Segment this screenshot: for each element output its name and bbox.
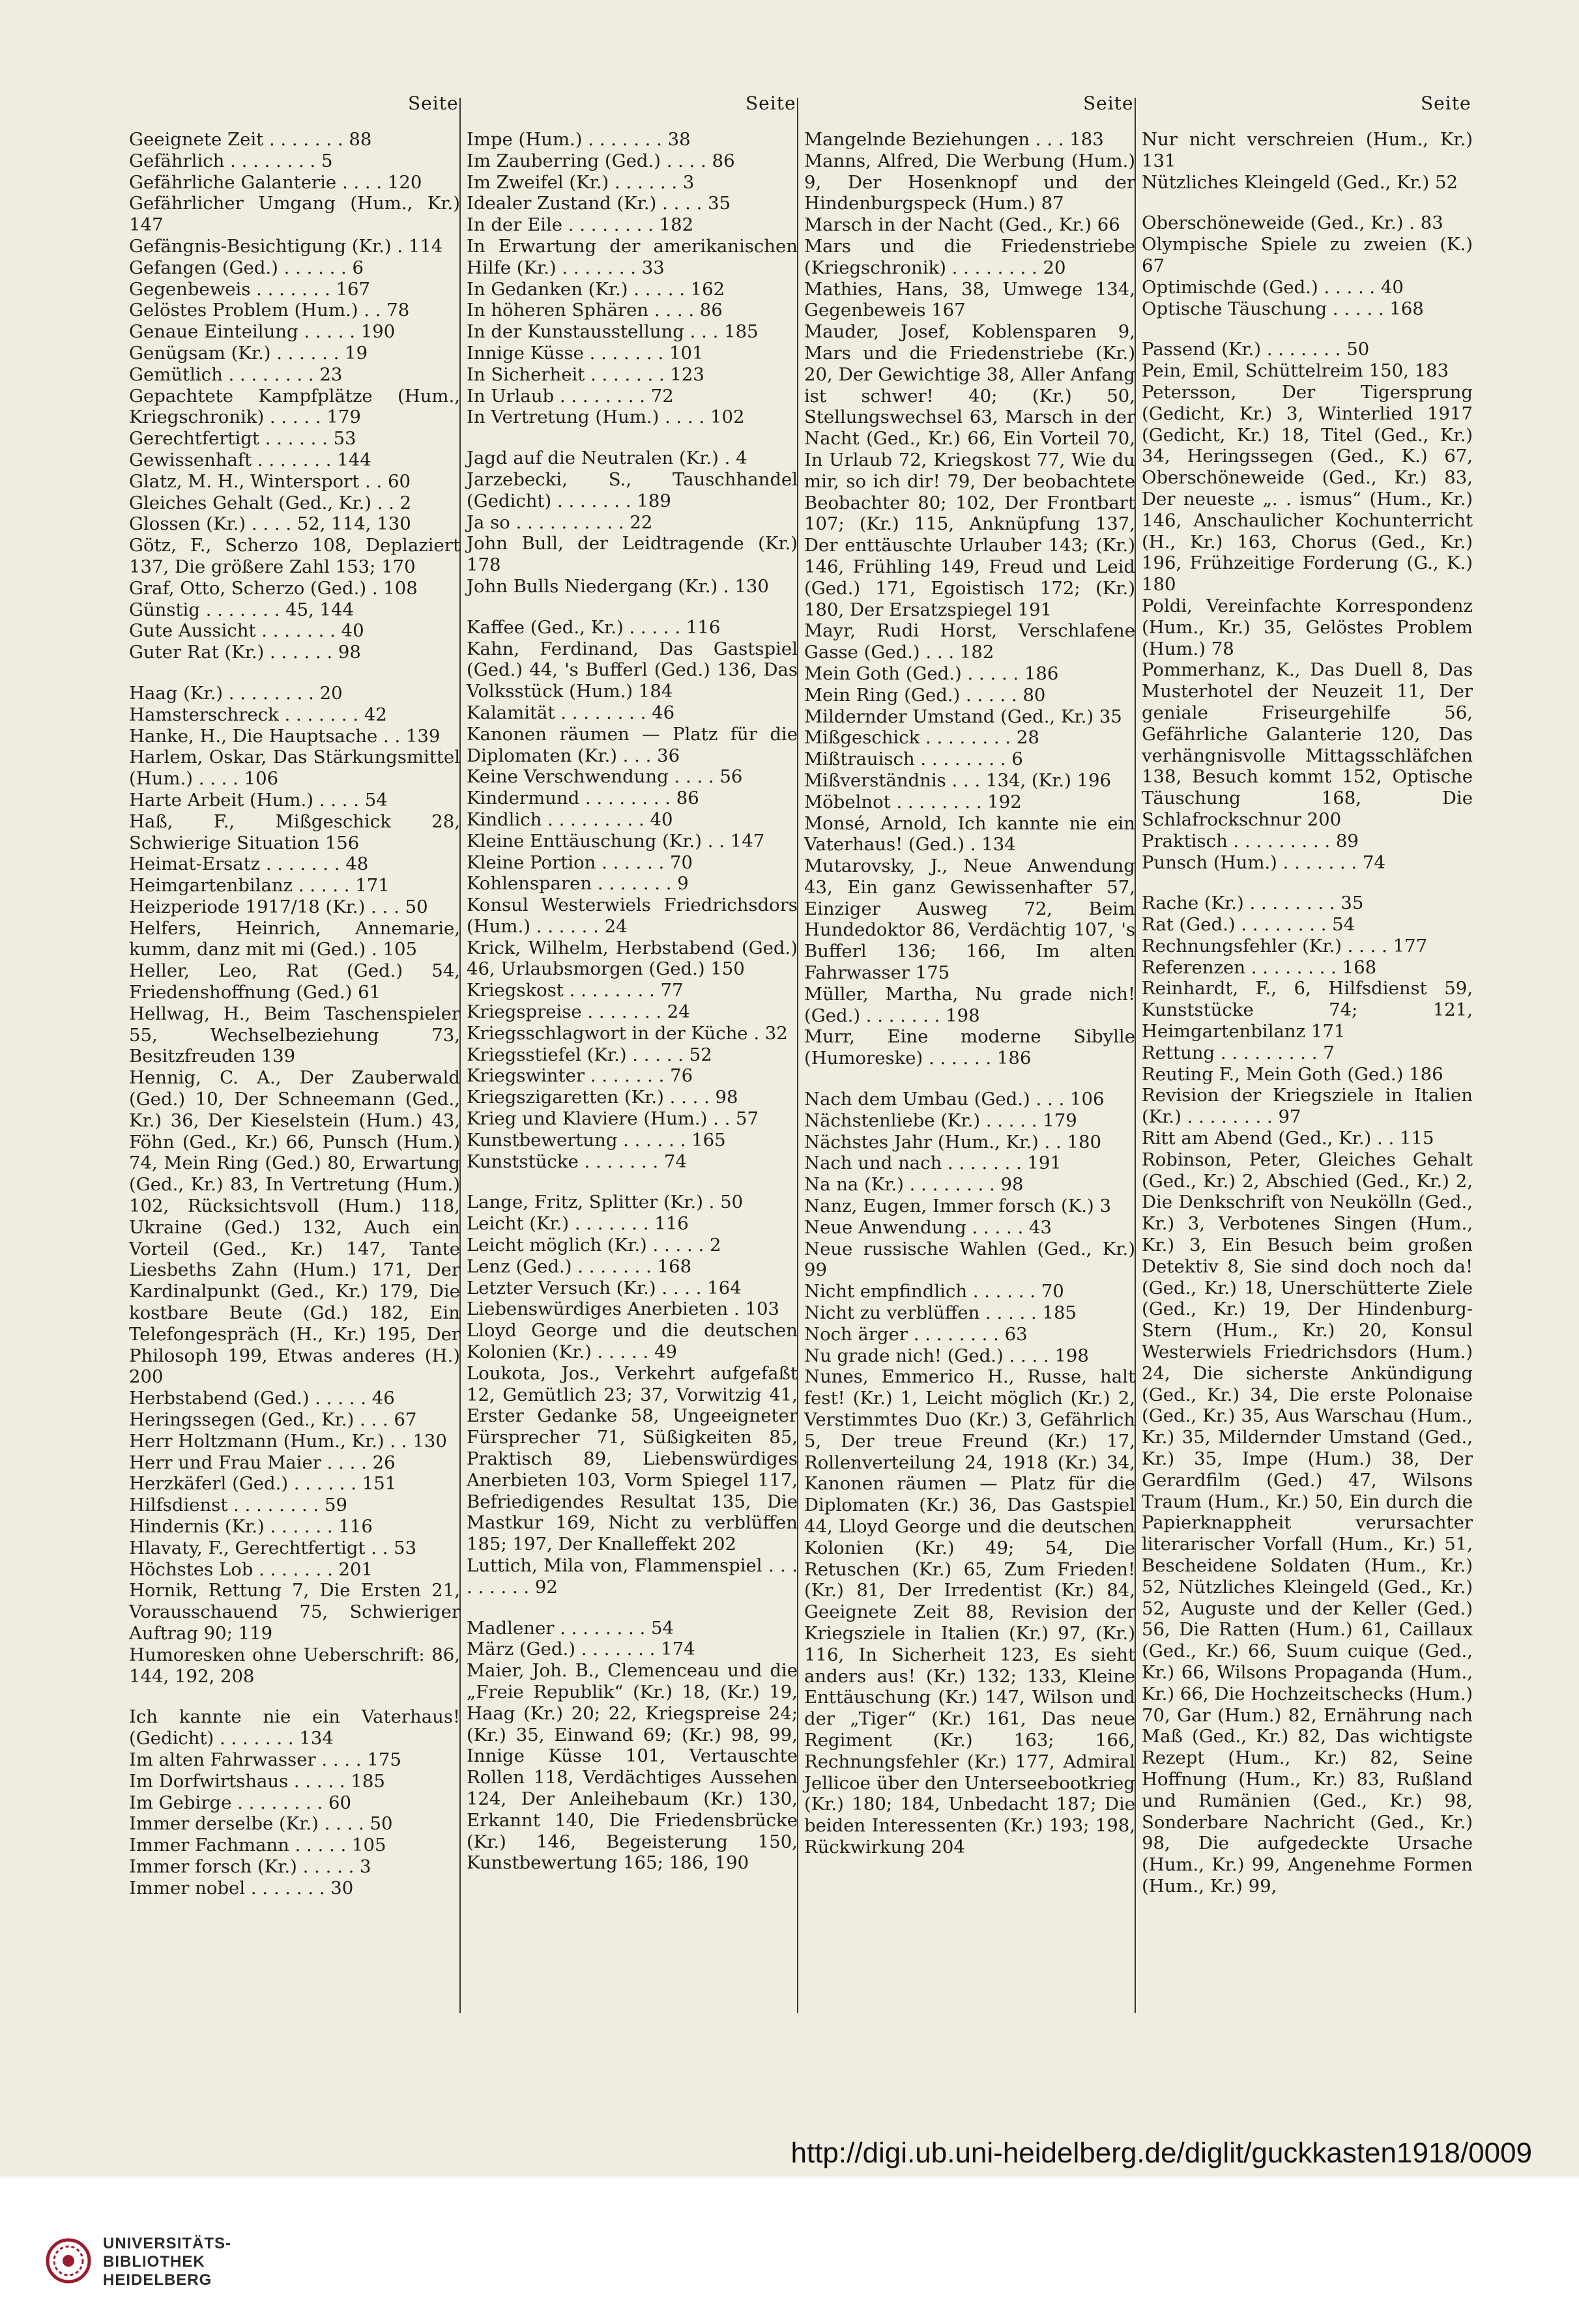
index-entry: Mißtrauisch . . . . . . . . 6 — [804, 749, 1023, 770]
index-entry: Mein Ring (Ged.) . . . . . 80 — [804, 684, 1046, 706]
index-entry: Nützliches Kleingeld (Ged., Kr.) 52 — [1142, 171, 1458, 193]
index-entry: Reinhardt, F., 6, Hilfsdienst 59, Kunststücke 74; 121, Heimgartenbilanz 171 — [1142, 978, 1473, 1042]
entry-gap — [129, 663, 460, 683]
index-entry: Kleine Portion . . . . . . 70 — [467, 852, 693, 873]
university-seal-icon — [46, 2238, 91, 2284]
index-entry: Heimat-Ersatz . . . . . . . 48 — [129, 854, 369, 875]
index-entry: Im Zweifel (Kr.) . . . . . . 3 — [467, 171, 695, 193]
index-entry: Heller, Leo, Rat (Ged.) 54, Friedenshoffnung (Ged.) 61 — [129, 960, 460, 1003]
index-entry: Hindernis (Kr.) . . . . . . 116 — [129, 1516, 373, 1537]
index-entry: Kriegspreise . . . . . . . 24 — [467, 1001, 690, 1023]
index-entry: Nach und nach . . . . . . . 191 — [804, 1153, 1062, 1174]
index-entry: Herbstabend (Ged.) . . . . . 46 — [129, 1388, 395, 1409]
logo-line: UNIVERSITÄTS- — [103, 2235, 232, 2252]
index-entry: Jagd auf die Neutralen (Kr.) . 4 — [467, 448, 747, 469]
index-entry: Nächstenliebe (Kr.) . . . . . 179 — [804, 1110, 1077, 1131]
index-entry: Na na (Kr.) . . . . . . . . 98 — [804, 1174, 1024, 1196]
entry-gap — [467, 597, 798, 617]
index-entry: Referenzen . . . . . . . . 168 — [1142, 956, 1377, 978]
index-entry: Mißgeschick . . . . . . . . 28 — [804, 727, 1039, 749]
index-entry: Kunststücke . . . . . . . 74 — [467, 1151, 687, 1172]
index-entry: Genügsam (Kr.) . . . . . . 19 — [129, 342, 368, 364]
index-entry: Nanz, Eugen, Immer forsch (K.) 3 — [804, 1196, 1112, 1217]
index-entry: Götz, F., Scherzo 108, Deplaziert 137, Die größere Zahl 153; 170 — [129, 535, 460, 577]
index-entry: Ja so . . . . . . . . . . 22 — [467, 511, 653, 533]
index-entry: Hornik, Rettung 7, Die Ersten 21, Vorausschauend 75, Schwieriger Auftrag 90; 119 — [129, 1580, 460, 1644]
index-entry: Revision der Kriegsziele in Italien (Kr.) . . . . . . . . 97 — [1142, 1085, 1473, 1128]
index-entry: Oberschöneweide (Ged., Kr.) . 83 — [1142, 212, 1443, 234]
index-entry: Genaue Einteilung . . . . . 190 — [129, 321, 396, 343]
index-entry: Madlener . . . . . . . . 54 — [467, 1617, 674, 1639]
index-entry: Liebenswürdiges Anerbieten . 103 — [467, 1298, 779, 1320]
index-entry: Impe (Hum.) . . . . . . . 38 — [467, 129, 691, 150]
entry-gap — [467, 1172, 798, 1192]
entry-gap — [467, 428, 798, 448]
logo-line: HEIDELBERG — [103, 2271, 212, 2289]
index-entry: Im Gebirge . . . . . . . . 60 — [129, 1792, 351, 1813]
index-entry: Kriegsschlagwort in der Küche . 32 — [467, 1022, 788, 1044]
index-entry: Möbelnot . . . . . . . . 192 — [804, 791, 1022, 812]
page-header-seite-3: Seite — [1083, 93, 1134, 114]
index-entry: Mißverständnis . . . 134, (Kr.) 196 — [804, 769, 1112, 791]
index-entry: Heizperiode 1917/18 (Kr.) . . . 50 — [129, 896, 428, 917]
index-entry: Gerechtfertigt . . . . . . 53 — [129, 428, 356, 450]
index-entry: Optimischde (Ged.) . . . . . 40 — [1142, 276, 1404, 298]
index-entry: Haß, F., Mißgeschick 28, Schwierige Situation 156 — [129, 811, 460, 854]
index-entry: In Sicherheit . . . . . . . 123 — [467, 364, 704, 385]
index-entry: Hennig, C. A., Der Zauberwald (Ged.) 10, Der Schneemann (Ged., Kr.) 36, Der Kieselstein (Hum.) 43, Föhn (Ged., Kr.) 66, Punsch (Hum.) 74, Mein Ring (Ged.) 80, Erwartung (Ged., Kr.) 83, In Vertretung (Hum.) 102, Rücksichtsvoll (Hum.) 118, Ukraine (Ged.) 132, Auch ein Vorteil (Ged., Kr.) 147, Tante Liesbeths Zahn (Hum.) 171, Der Kardinalpunkt (Ged., Kr.) 179, Die kostbare Beute (Gd.) 182, Ein Telefongespräch (H., Kr.) 195, Der Philosoph 199, Etwas anderes (H.) 200 — [129, 1067, 460, 1388]
index-entry: Kriegskost . . . . . . . . 77 — [467, 980, 684, 1001]
index-column-4 — [1142, 129, 1473, 1897]
index-entry: Gefängnis-Besichtigung (Kr.) . 114 — [129, 235, 443, 257]
index-entry: Gleiches Gehalt (Ged., Kr.) . . 2 — [129, 492, 412, 513]
index-entry: Immer Fachmann . . . . . 105 — [129, 1835, 386, 1856]
index-entry: Glatz, M. H., Wintersport . . 60 — [129, 470, 411, 492]
index-entry: In Gedanken (Kr.) . . . . . 162 — [467, 278, 725, 300]
index-entry: Leicht möglich (Kr.) . . . . . 2 — [467, 1235, 721, 1256]
index-entry: Mathies, Hans, 38, Umwege 134, Gegenbeweis 167 — [804, 278, 1135, 321]
index-entry: Robinson, Peter, Gleiches Gehalt (Ged., Kr.) 2, Abschied (Ged., Kr.) 2, Die Denkschrift von Neukölln (Ged., Kr.) 3, Verbotenes Singen (Hum., Kr.) 3, Ein Besuch beim großen Detektiv 8, Sie sind doch noch da! (Ged., Kr.) 18, Unerschütterte Ziele (Ged., Kr.) 19, Der Hindenburg-Stern (Hum., Kr.) 20, Konsul Westerwiels Friedrichsdors (Hum.) 24, Die sicherste Ankündigung (Ged., Kr.) 34, Die erste Polonaise (Ged., Kr.) 35, Aus Warschau (Hum., Kr.) 35, Mildernder Umstand (Ged., Kr.) 35, Impe (Hum.) 38, Der Gerardfilm (Ged.) 47, Wilsons Traum (Hum., Kr.) 50, Ein durch die Papierknappheit verursachter literarischer Vorfall (Hum., Kr.) 51, Bescheidene Soldaten (Hum., Kr.) 52, Nützliches Kleingeld (Ged., Kr.) 52, Auguste und der Keller (Ged.) 56, Die Ratten (Hum.) 61, Caillaux (Ged., Kr.) 66, Suum cuique (Ged., Kr.) 66, Wilsons Propaganda (Hum., Kr.) 66, Die Hochzeitschecks (Hum.) 70, Gar (Hum.) 82, Ernährung nach Maß (Ged., Kr.) 82, Das wichtigste Rezept (Hum., Kr.) 82, Seine Hoffnung (Hum., Kr.) 83, Rußland und Rumänien (Ged., Kr.) 98, Sonderbare Nachricht (Ged., Kr.) 98, Die aufgedeckte Ursache (Hum., Kr.) 99, Angenehme Formen (Hum., Kr.) 99, — [1142, 1149, 1473, 1897]
index-entry: Höchstes Lob . . . . . . . 201 — [129, 1558, 373, 1580]
index-entry: Guter Rat (Kr.) . . . . . . 98 — [129, 642, 361, 663]
index-entry: Nächstes Jahr (Hum., Kr.) . . 180 — [804, 1131, 1101, 1153]
index-entry: Maier, Joh. B., Clemenceau und die „Freie Republik“ (Kr.) 18, (Kr.) 19, Haag (Kr.) 20; 22, Kriegspreise 24; (Kr.) 35, Einwand 69; (Kr.) 98, 99, Innige Küsse 101, Vertauschte Rollen 118, Verdächtiges Aussehen 124, Der Anleihebaum (Kr.) 130, Erkannt 140, Die Friedensbrücke (Kr.) 146, Begeisterung 150, Kunstbewertung 165; 186, 190 — [467, 1660, 798, 1874]
index-entry: Geeignete Zeit . . . . . . . 88 — [129, 129, 372, 150]
index-entry: Letzter Versuch (Kr.) . . . . 164 — [467, 1277, 742, 1298]
index-entry: Mangelnde Beziehungen . . . 183 — [804, 129, 1104, 150]
index-entry: Humoresken ohne Ueberschrift: 86, 144, 192, 208 — [129, 1644, 460, 1687]
index-entry: Herr und Frau Maier . . . . 26 — [129, 1452, 396, 1473]
entry-gap — [467, 1598, 798, 1618]
index-entry: Kaffee (Ged., Kr.) . . . . . 116 — [467, 616, 721, 638]
index-entry: Im alten Fahrwasser . . . . 175 — [129, 1749, 401, 1770]
index-entry: Krieg und Klaviere (Hum.) . . 57 — [467, 1108, 759, 1130]
library-logo-text — [103, 2235, 231, 2289]
entry-gap — [1142, 319, 1473, 339]
index-entry: Kahn, Ferdinand, Das Gastspiel (Ged.) 44, 's Bufferl (Ged.) 136, Das Volksstück (Hum.) 184 — [467, 638, 798, 702]
index-entry: Lenz (Ged.) . . . . . . . 168 — [467, 1255, 692, 1277]
index-entry: Hilfsdienst . . . . . . . . 59 — [129, 1495, 348, 1516]
index-entry: Kriegswinter . . . . . . . 76 — [467, 1065, 693, 1087]
index-entry: Optische Täuschung . . . . . 168 — [1142, 298, 1424, 319]
index-entry: Konsul Westerwiels Friedrichsdors (Hum.) . . . . . . 24 — [467, 895, 798, 937]
index-entry: Harte Arbeit (Hum.) . . . . 54 — [129, 789, 388, 811]
index-entry: März (Ged.) . . . . . . . 174 — [467, 1639, 695, 1660]
index-entry: Praktisch . . . . . . . . . 89 — [1142, 830, 1359, 852]
entry-gap — [1142, 193, 1473, 212]
index-entry: Rache (Kr.) . . . . . . . . 35 — [1142, 893, 1364, 914]
index-entry: Idealer Zustand (Kr.) . . . . 35 — [467, 193, 731, 214]
index-entry: Immer forsch (Kr.) . . . . . 3 — [129, 1856, 371, 1877]
index-entry: Neue russische Wahlen (Ged., Kr.) 99 — [804, 1238, 1135, 1281]
index-entry: Gefährliche Galanterie . . . . 120 — [129, 171, 422, 193]
index-entry: Graf, Otto, Scherzo (Ged.) . 108 — [129, 577, 418, 599]
index-entry: Mayr, Rudi Horst, Verschlafene Gasse (Ged.) . . . 182 — [804, 620, 1135, 663]
index-entry: Glossen (Kr.) . . . . 52, 114, 130 — [129, 513, 411, 535]
index-entry: Reuting F., Mein Goth (Ged.) 186 — [1142, 1063, 1443, 1085]
index-entry: Rechnungsfehler (Kr.) . . . . 177 — [1142, 935, 1428, 956]
index-entry: Nicht empfindlich . . . . . . 70 — [804, 1281, 1064, 1302]
index-entry: Manns, Alfred, Die Werbung (Hum.) 9, Der Hosenknopf und der Hindenburgspeck (Hum.) 87 — [804, 150, 1135, 214]
index-entry: Olympische Spiele zu zweien (K.) 67 — [1142, 234, 1473, 276]
index-entry: Innige Küsse . . . . . . . 101 — [467, 342, 704, 364]
index-entry: Poldi, Vereinfachte Korrespondenz (Hum., Kr.) 35, Gelöstes Problem (Hum.) 78 — [1142, 595, 1473, 659]
index-entry: Kunstbewertung . . . . . . 165 — [467, 1129, 726, 1151]
index-entry: Gefährlich . . . . . . . . 5 — [129, 150, 333, 171]
index-entry: Leicht (Kr.) . . . . . . . 116 — [467, 1213, 689, 1235]
index-entry: Monsé, Arnold, Ich kannte nie ein Vaterhaus! (Ged.) . 134 — [804, 812, 1135, 855]
index-entry: Günstig . . . . . . . 45, 144 — [129, 599, 355, 620]
index-entry: Pein, Emil, Schüttelreim 150, 183 — [1142, 360, 1449, 382]
index-entry: Marsch in der Nacht (Ged., Kr.) 66 — [804, 214, 1120, 236]
index-entry: Gewissenhaft . . . . . . . 144 — [129, 449, 371, 470]
index-entry: Gemütlich . . . . . . . . 23 — [129, 364, 343, 385]
index-entry: Kriegsstiefel (Kr.) . . . . . 52 — [467, 1044, 712, 1065]
page-header-seite-1: Seite — [408, 93, 459, 114]
index-entry: Lange, Fritz, Splitter (Kr.) . 50 — [467, 1192, 744, 1213]
index-entry: Noch ärger . . . . . . . . 63 — [804, 1323, 1028, 1345]
index-entry: Herr Holtzmann (Hum., Kr.) . . 130 — [129, 1430, 447, 1452]
index-entry: Gefährlicher Umgang (Hum., Kr.) 147 — [129, 193, 460, 236]
index-entry: Nu grade nich! (Ged.) . . . . 198 — [804, 1345, 1089, 1366]
index-entry: Kriegszigaretten (Kr.) . . . . 98 — [467, 1087, 738, 1108]
index-entry: Pommerhanz, K., Das Duell 8, Das Musterhotel der Neuzeit 11, Der geniale Friseurgehilfe 56, Gefährliche Galanterie 120, Das verhängnisvolle Mittagsschläfchen 138, Besuch kommt 152, Optische Täuschung 168, Die Schlafrockschnur 200 — [1142, 659, 1473, 830]
index-entry: Hamsterschreck . . . . . . . 42 — [129, 704, 387, 725]
index-entry: Neue Anwendung . . . . . 43 — [804, 1216, 1052, 1238]
index-entry: Im Dorfwirtshaus . . . . . 185 — [129, 1770, 385, 1792]
index-entry: Ich kannte nie ein Vaterhaus! (Gedicht) . . . . . . . 134 — [129, 1706, 460, 1749]
index-entry: In Urlaub . . . . . . . . 72 — [467, 385, 674, 407]
index-entry: Rat (Ged.) . . . . . . . . 54 — [1142, 914, 1355, 936]
logo-line: BIBLIOTHEK — [103, 2253, 205, 2271]
index-entry: John Bulls Niedergang (Kr.) . 130 — [467, 575, 769, 597]
index-entry: Gegenbeweis . . . . . . . 167 — [129, 278, 371, 300]
index-entry: Herzkäferl (Ged.) . . . . . . 151 — [129, 1473, 397, 1495]
index-entry: Nicht zu verblüffen . . . . . 185 — [804, 1302, 1077, 1324]
index-entry: Nach dem Umbau (Ged.) . . . 106 — [804, 1089, 1105, 1110]
index-entry: Krick, Wilhelm, Herbstabend (Ged.) 46, Urlaubsmorgen (Ged.) 150 — [467, 937, 798, 980]
index-entry: Gute Aussicht . . . . . . . 40 — [129, 620, 364, 642]
entry-gap — [129, 1687, 460, 1706]
page-header-seite-2: Seite — [746, 93, 796, 114]
index-entry: Heimgartenbilanz . . . . . 171 — [129, 875, 390, 897]
index-entry: Helfers, Heinrich, Annemarie, kumm, danz mit mi (Ged.) . 105 — [129, 917, 460, 960]
index-entry: Mein Goth (Ged.) . . . . . 186 — [804, 663, 1059, 684]
index-entry: Nur nicht verschreien (Hum., Kr.) 131 — [1142, 129, 1473, 171]
index-entry: Kalamität . . . . . . . . 46 — [467, 702, 675, 723]
index-entry: In der Eile . . . . . . . . 182 — [467, 214, 694, 236]
index-entry: Müller, Martha, Nu grade nich! (Ged.) . . . . . . . 198 — [804, 983, 1135, 1026]
index-entry: Kindermund . . . . . . . . 86 — [467, 788, 699, 809]
index-entry: Hlavaty, F., Gerechtfertigt . . 53 — [129, 1537, 417, 1558]
index-entry: Luttich, Mila von, Flammenspiel . . . . . . . . . 92 — [467, 1555, 798, 1598]
index-entry: Mars und die Friedenstriebe (Kriegschronik) . . . . . . . . 20 — [804, 235, 1135, 278]
index-entry: In Vertretung (Hum.) . . . . 102 — [467, 407, 745, 428]
index-entry: Immer nobel . . . . . . . 30 — [129, 1877, 354, 1899]
index-entry: Mauder, Josef, Koblensparen 9, Mars und die Friedenstriebe (Kr.) 20, Der Gewichtige 38, Aller Anfang ist schwer! 40; (Kr.) 50, Stellungswechsel 63, Marsch in der Nacht (Ged., Kr.) 66, Ein Vorteil 70, In Urlaub 72, Kriegskost 77, Wie du mir, so ich dir! 79, Der beobachtete Beobachter 80; 102, Der Frontbart 107; (Kr.) 115, Anknüpfung 137, Der enttäuschte Urlauber 143; (Kr.) 146, Frühling 149, Freud und Leid (Ged.) 171, Egoistisch 172; (Kr.) 180, Der Ersatzspiegel 191 — [804, 321, 1135, 620]
index-entry: Hanke, H., Die Hauptsache . . 139 — [129, 725, 441, 747]
footer-bar — [0, 2179, 1579, 2324]
index-entry: Petersson, Der Tigersprung (Gedicht, Kr.) 3, Winterlied 1917 (Gedicht, Kr.) 18, Titel (Ged., Kr.) 34, Heringssegen (Ged., K.) 67, Oberschöneweide (Ged., Kr.) 83, Der neueste „. . ismus“ (Hum., Kr.) 146, Anschaulicher Kochunterricht (H., Kr.) 163, Chorus (Ged., Kr.) 196, Frühzeitige Forderung (G., K.) 180 — [1142, 381, 1473, 595]
index-entry: Jarzebecki, S., Tauschhandel (Gedicht) . . . . . . . 189 — [467, 468, 798, 511]
index-entry: Kleine Enttäuschung (Kr.) . . 147 — [467, 830, 765, 852]
index-entry: Gepachtete Kampfplätze (Hum., Kriegschronik) . . . . . 179 — [129, 385, 460, 428]
index-column-3 — [804, 129, 1135, 1858]
index-entry: Murr, Eine moderne Sibylle (Humoreske) . . . . . . 186 — [804, 1026, 1135, 1069]
index-entry: In höheren Sphären . . . . 86 — [467, 300, 723, 321]
index-entry: Immer derselbe (Kr.) . . . . 50 — [129, 1813, 393, 1835]
index-entry: Gefangen (Ged.) . . . . . . 6 — [129, 257, 364, 278]
index-entry: Loukota, Jos., Verkehrt aufgefaßt 12, Gemütlich 23; 37, Vorwitzig 41, Erster Gedanke 58, Ungeeigneter Fürsprecher 71, Süßigkeiten 85, Praktisch 89, Liebenswürdiges Anerbieten 103, Vorm Spiegel 117, Befriedigendes Resultat 135, Die Mastkur 169, Nicht zu verblüffen 185; 197, Der Knalleffekt 202 — [467, 1362, 798, 1555]
index-column-1 — [129, 129, 460, 1899]
index-entry: Ritt am Abend (Ged., Kr.) . . 115 — [1142, 1128, 1434, 1149]
source-url[interactable]: http://digi.ub.uni-heidelberg.de/diglit/guckkasten1918/0009 — [790, 2137, 1532, 2169]
page-header-seite-4: Seite — [1421, 93, 1471, 114]
index-entry: Mildernder Umstand (Ged., Kr.) 35 — [804, 706, 1122, 727]
index-entry: Im Zauberring (Ged.) . . . . 86 — [467, 150, 735, 171]
index-entry: Kohlensparen . . . . . . . 9 — [467, 873, 689, 895]
index-entry: Harlem, Oskar, Das Stärkungsmittel (Hum.) . . . . 106 — [129, 747, 460, 790]
index-entry: In der Kunstausstellung . . . 185 — [467, 321, 759, 343]
entry-gap — [1142, 873, 1473, 893]
index-entry: Heringssegen (Ged., Kr.) . . . 67 — [129, 1409, 417, 1431]
index-entry: Hellwag, H., Beim Taschenspieler 55, Wechselbeziehung 73, Besitzfreuden 139 — [129, 1003, 460, 1067]
entry-gap — [804, 1069, 1135, 1089]
index-entry: Mutarovsky, J., Neue Anwendung 43, Ein ganz Gewissenhafter 57, Einziger Ausweg 72, Beim Hundedoktor 86, Verdächtig 107, 's Bufferl 136; 166, Im alten Fahrwasser 175 — [804, 855, 1135, 984]
index-entry: Nunes, Emmerico H., Russe, halt fest! (Kr.) 1, Leicht möglich (Kr.) 2, Verstimmtes Duo (Kr.) 3, Gefährlich 5, Der treue Freund (Kr.) 17, Rollenverteilung 24, 1918 (Kr.) 34, Kanonen räumen — Platz für die Diplomaten (Kr.) 36, Das Gastspiel 44, Lloyd George und die deutschen Kolonien (Kr.) 49; 54, Die Retuschen (Kr.) 65, Zum Frieden! (Kr.) 81, Der Irredentist (Kr.) 84, Geeignete Zeit 88, Revision der Kriegsziele in Italien (Kr.) 97, (Kr.) 116, In Sicherheit 123, Es sieht anders aus! (Kr.) 132; 133, Kleine Enttäuschung (Kr.) 147, Wilson und der „Tiger“ (Kr.) 161, Das neue Regiment (Kr.) 163; 166, Rechnungsfehler (Kr.) 177, Admiral Jellicoe über den Unterseebootkrieg (Kr.) 180; 184, Unbedacht 187; Die beiden Interessenten (Kr.) 193; 198, Rückwirkung 204 — [804, 1366, 1135, 1858]
index-entry: John Bull, der Leidtragende (Kr.) 178 — [467, 533, 798, 576]
index-entry: Kanonen räumen — Platz für die Diplomaten (Kr.) . . . 36 — [467, 723, 798, 766]
index-entry: Kindlich . . . . . . . . . 40 — [467, 809, 673, 830]
index-entry: Passend (Kr.) . . . . . . . 50 — [1142, 339, 1370, 360]
index-entry: Haag (Kr.) . . . . . . . . 20 — [129, 682, 343, 704]
index-entry: In Erwartung der amerikanischen Hilfe (Kr.) . . . . . . . 33 — [467, 235, 798, 278]
index-entry: Keine Verschwendung . . . . 56 — [467, 766, 743, 788]
index-column-2 — [467, 129, 798, 1874]
index-entry: Rettung . . . . . . . . . 7 — [1142, 1042, 1335, 1063]
index-entry: Gelöstes Problem (Hum.) . . 78 — [129, 300, 410, 321]
index-entry: Lloyd George und die deutschen Kolonien (Kr.) . . . . . 49 — [467, 1320, 798, 1363]
index-entry: Punsch (Hum.) . . . . . . . 74 — [1142, 852, 1385, 873]
